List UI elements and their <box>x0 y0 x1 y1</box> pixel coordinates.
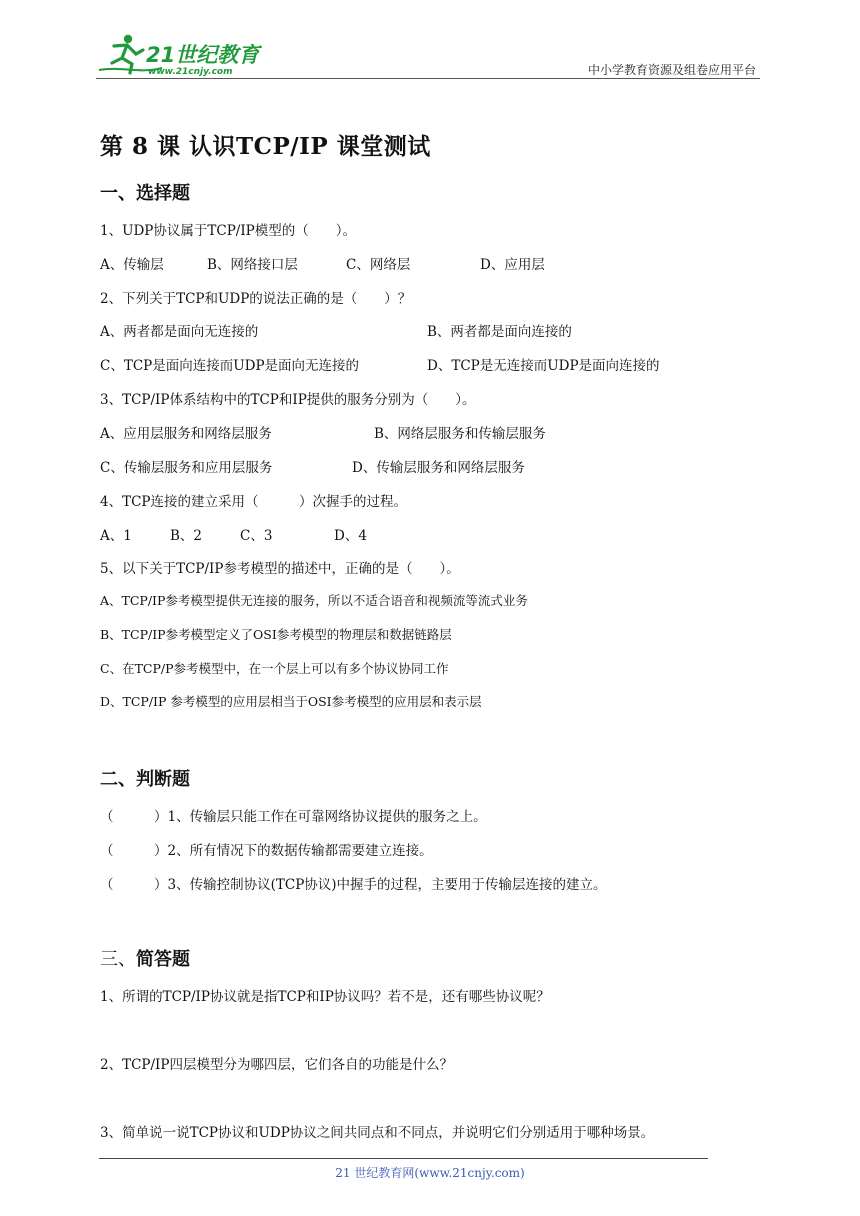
page-title: 第 8 课 认识TCP/IP 课堂测试 <box>100 133 431 160</box>
q4-option-a: A、1 <box>100 528 132 544</box>
footer-link[interactable]: 21 世纪教育网(www.21cnjy.com) <box>335 1166 525 1180</box>
q1-option-d: D、应用层 <box>480 257 545 273</box>
section-3-prefix: 三、 <box>100 949 136 970</box>
q1-option-c: C、网络层 <box>346 257 411 273</box>
section-heading-choice: 一、选择题 <box>100 183 190 204</box>
question-1-stem: 1、UDP协议属于TCP/IP模型的（ ）。 <box>100 223 357 239</box>
section-3-title: 简答题 <box>136 949 190 970</box>
tf-item-3: （ ）3、传输控制协议(TCP协议)中握手的过程，主要用于传输层连接的建立。 <box>100 877 607 893</box>
q2-option-a: A、两者都是面向无连接的 <box>100 324 259 340</box>
q2-option-b: B、两者都是面向连接的 <box>427 324 572 340</box>
short-answer-3: 3、简单说一说TCP协议和UDP协议之间共同点和不同点，并说明它们分别适用于哪种场景。 <box>100 1125 655 1141</box>
footer-divider <box>99 1158 708 1159</box>
q5-option-a: A、TCP/IP参考模型提供无连接的服务，所以不适合语音和视频流等流式业务 <box>100 593 528 608</box>
site-logo <box>96 30 266 80</box>
q3-option-a: A、应用层服务和网络层服务 <box>100 426 272 442</box>
section-heading-true-false: 二、判断题 <box>100 769 190 790</box>
question-2-stem: 2、下列关于TCP和UDP的说法正确的是（ ）？ <box>100 291 412 307</box>
q5-option-d: D、TCP/IP 参考模型的应用层相当于OSI参考模型的应用层和表示层 <box>100 694 482 709</box>
q2-option-c: C、TCP是面向连接而UDP是面向无连接的 <box>100 358 360 374</box>
q3-option-d: D、传输层服务和网络层服务 <box>352 460 525 476</box>
q1-option-a: A、传输层 <box>100 257 164 273</box>
tf-item-1: （ ）1、传输层只能工作在可靠网络协议提供的服务之上。 <box>100 809 487 825</box>
q4-option-c: C、3 <box>240 528 273 544</box>
short-answer-1: 1、所谓的TCP/IP协议就是指TCP和IP协议吗？若不是，还有哪些协议呢？ <box>100 989 550 1005</box>
short-answer-2: 2、TCP/IP四层模型分为哪四层，它们各自的功能是什么？ <box>100 1057 453 1073</box>
q5-option-c: C、在TCP/P参考模型中，在一个层上可以有多个协议协同工作 <box>100 661 449 676</box>
q3-option-c: C、传输层服务和应用层服务 <box>100 460 273 476</box>
q3-option-b: B、网络层服务和传输层服务 <box>374 426 546 442</box>
question-3-stem: 3、TCP/IP体系结构中的TCP和IP提供的服务分别为（ ）。 <box>100 392 476 408</box>
tf-item-2: （ ）2、所有情况下的数据传输都需要建立连接。 <box>100 843 433 859</box>
platform-name: 中小学教育资源及组卷应用平台 <box>587 63 756 77</box>
q4-option-d: D、4 <box>334 528 367 544</box>
question-4-stem: 4、TCP连接的建立采用（ ）次握手的过程。 <box>100 494 408 510</box>
logo-text: 21世纪教育 <box>146 43 260 67</box>
section-heading-short-answer <box>100 945 190 971</box>
q2-option-d: D、TCP是无连接而UDP是面向连接的 <box>427 358 660 374</box>
q4-option-b: B、2 <box>170 528 203 544</box>
header-divider <box>96 78 760 79</box>
q5-option-b: B、TCP/IP参考模型定义了OSI参考模型的物理层和数据链路层 <box>100 627 452 642</box>
logo-url: www.21cnjy.com <box>148 67 233 77</box>
q1-option-b: B、网络接口层 <box>207 257 298 273</box>
question-5-stem: 5、以下关于TCP/IP参考模型的描述中，正确的是（ ）。 <box>100 561 460 577</box>
